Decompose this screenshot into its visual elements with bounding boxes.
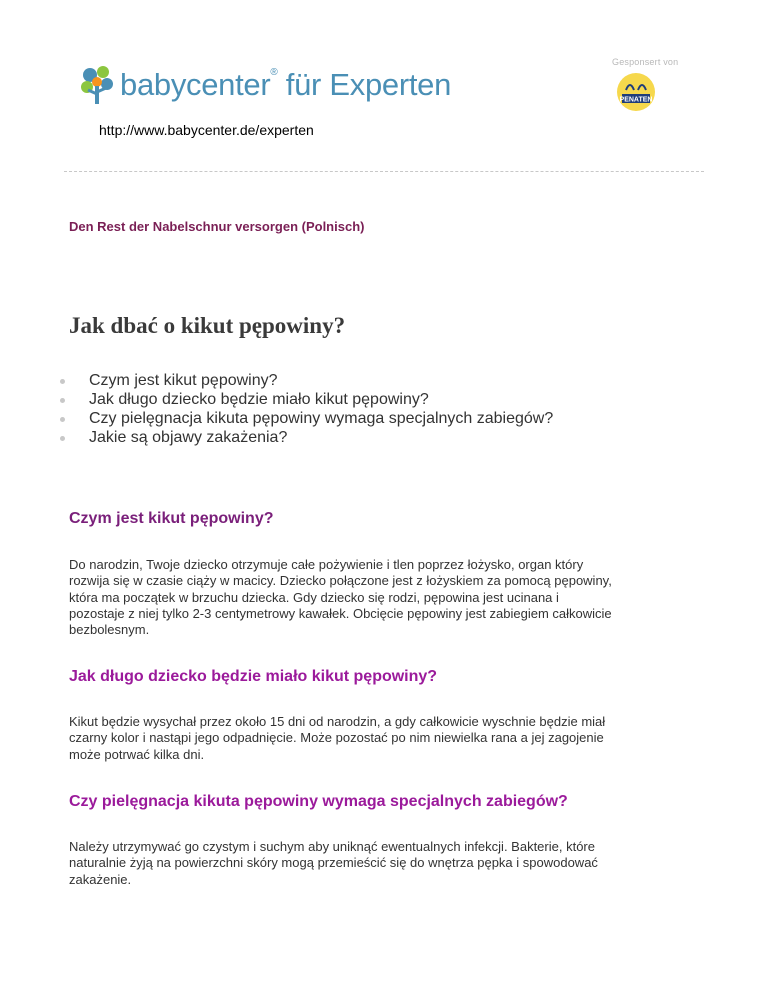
- logo-suffix: für Experten: [285, 67, 452, 102]
- bullet-icon: [60, 398, 65, 403]
- sponsor-label: Gesponsert von: [612, 57, 679, 67]
- penaten-logo: [614, 72, 658, 117]
- logo-brand: babycenter: [120, 67, 271, 102]
- site-url[interactable]: http://www.babycenter.de/experten: [99, 122, 314, 138]
- section-heading: Czym jest kikut pępowiny?: [69, 510, 274, 527]
- bullet-icon: [60, 417, 65, 422]
- babycenter-logo[interactable]: babycenter® für Experten: [78, 64, 451, 106]
- section-paragraph: Do narodzin, Twoje dziecko otrzymuje całe pożywienie i tlen poprzez łożysko, organ który rozwija się w czasie ciąży w macicy. Dziecko połączone jest z łożyskiem za pomocą pępowiny, która ma początek w brzuchu dziecka. Gdy dziecko się rodzi, pępowina jest ucinana i pozostaje z niej tylko 2-3 centymetrowy kawałek. Obcięcie pępowiny jest zabiegiem całkowicie bezbolesnym.: [69, 557, 612, 638]
- section-heading: Czy pielęgnacja kikuta pępowiny wymaga specjalnych zabiegów?: [69, 793, 568, 810]
- svg-text:PENATEN: PENATEN: [619, 96, 653, 104]
- bullet-icon: [60, 436, 65, 441]
- section-paragraph: Kikut będzie wysychał przez około 15 dni od narodzin, a gdy całkowicie wyschnie będzie miał czarny kolor i nastąpi jego odpadnięcie. Może pozostać po nim niewielka rana a jej zagojenie może potrwać kilka dni.: [69, 714, 606, 762]
- header-divider: [64, 171, 704, 172]
- bullet-icon: [60, 379, 65, 384]
- section-heading: Jak długo dziecko będzie miało kikut pępowiny?: [69, 668, 438, 685]
- document-subtitle: Den Rest der Nabelschnur versorgen (Polnisch): [69, 219, 365, 234]
- page-title: Jak dbać o kikut pępowiny?: [69, 313, 346, 338]
- tree-logo-icon: [78, 64, 116, 106]
- section-paragraph: Należy utrzymywać go czystym i suchym aby uniknąć ewentualnych infekcji. Bakterie, które naturalnie żyją na powierzchni skóry mogą przemieścić się do wnętrza pępka i spowodować zakażenie.: [69, 839, 598, 887]
